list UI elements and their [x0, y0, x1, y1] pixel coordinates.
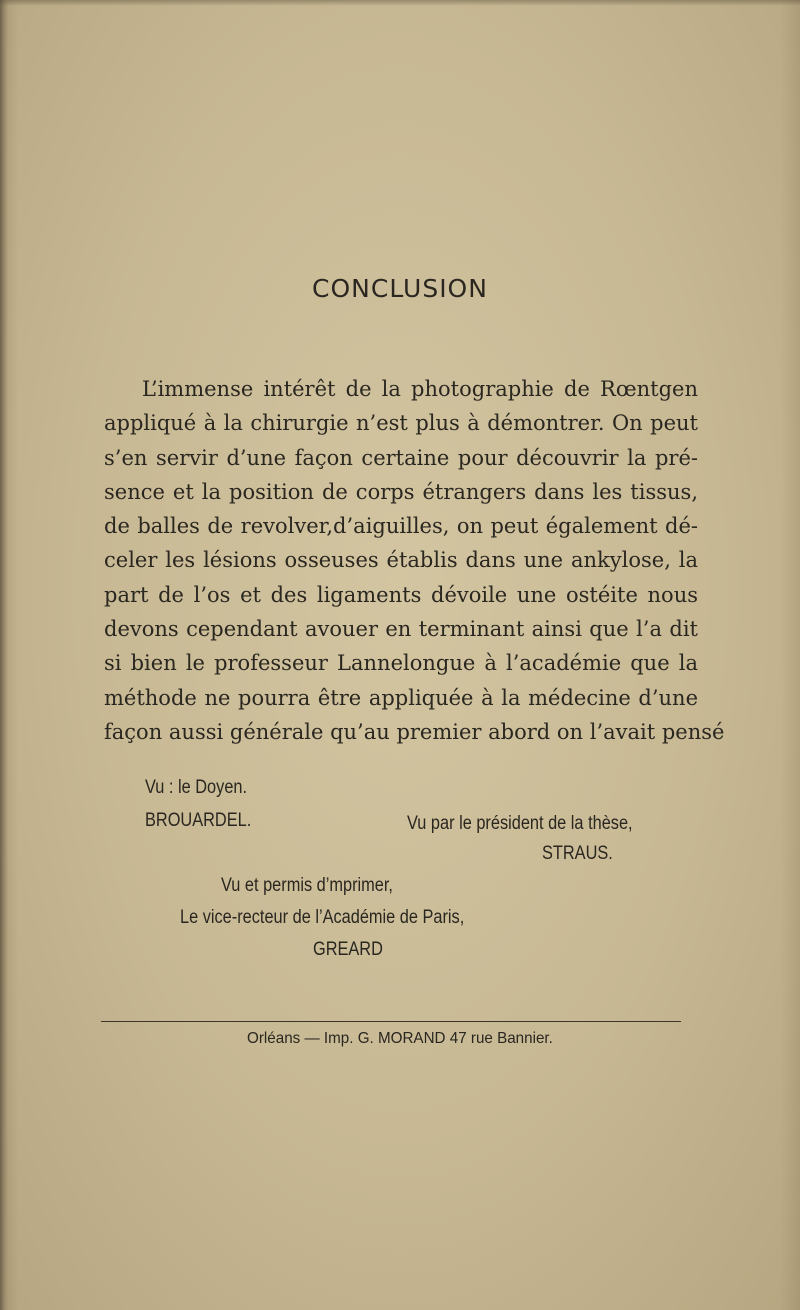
- imprint-divider: [101, 1021, 681, 1022]
- printer-imprint-text: Orléans — Imp. G. MORAND 47 rue Bannier.: [247, 1030, 553, 1047]
- vice-rector-line: Le vice-recteur de l’Académie de Paris,: [180, 907, 465, 928]
- vice-rector-name: GREARD: [313, 939, 383, 960]
- conclusion-paragraph: [104, 372, 725, 749]
- paragraph-line: celer les lésions osseuses établis dans une ankylose, la: [104, 548, 698, 573]
- paragraph-line: part de l’os et des ligaments dévoile une ostéite nous: [104, 582, 698, 607]
- page-binding-edge: [0, 0, 8, 1310]
- print-permit-line: Vu et permis d’mprimer,: [221, 875, 393, 896]
- paragraph-line: méthode ne pourra être appliquée à la médecine d’une: [104, 685, 698, 710]
- paragraph-line: s’en servir d’une façon certaine pour découvrir la pré-: [104, 445, 698, 470]
- paragraph-line: appliqué à la chirurgie n’est plus à démontrer. On peut: [104, 411, 698, 436]
- paragraph-line: de balles de revolver,d’aiguilles, on peut également dé-: [104, 514, 698, 539]
- paragraph-line: sence et la position de corps étrangers dans les tissus,: [104, 479, 698, 504]
- paragraph-line: façon aussi générale qu’au premier abord on l’avait pensé: [104, 719, 725, 744]
- paragraph-line: devons cependant avouer en terminant ainsi que l’a dit: [104, 617, 698, 642]
- page-top-edge: [0, 0, 800, 6]
- paragraph-line: L’immense intérêt de la photographie de Rœntgen: [142, 377, 698, 401]
- dean-name: BROUARDEL.: [145, 810, 252, 831]
- printer-imprint: [0, 1030, 800, 1048]
- paragraph-line: si bien le professeur Lannelongue à l’académie que la: [104, 651, 698, 676]
- president-approval-line: Vu par le président de la thèse,: [407, 813, 633, 834]
- dean-approval-line: Vu : le Doyen.: [145, 777, 248, 798]
- president-name: STRAUS.: [542, 843, 613, 864]
- page-title: CONCLUSION: [312, 274, 488, 303]
